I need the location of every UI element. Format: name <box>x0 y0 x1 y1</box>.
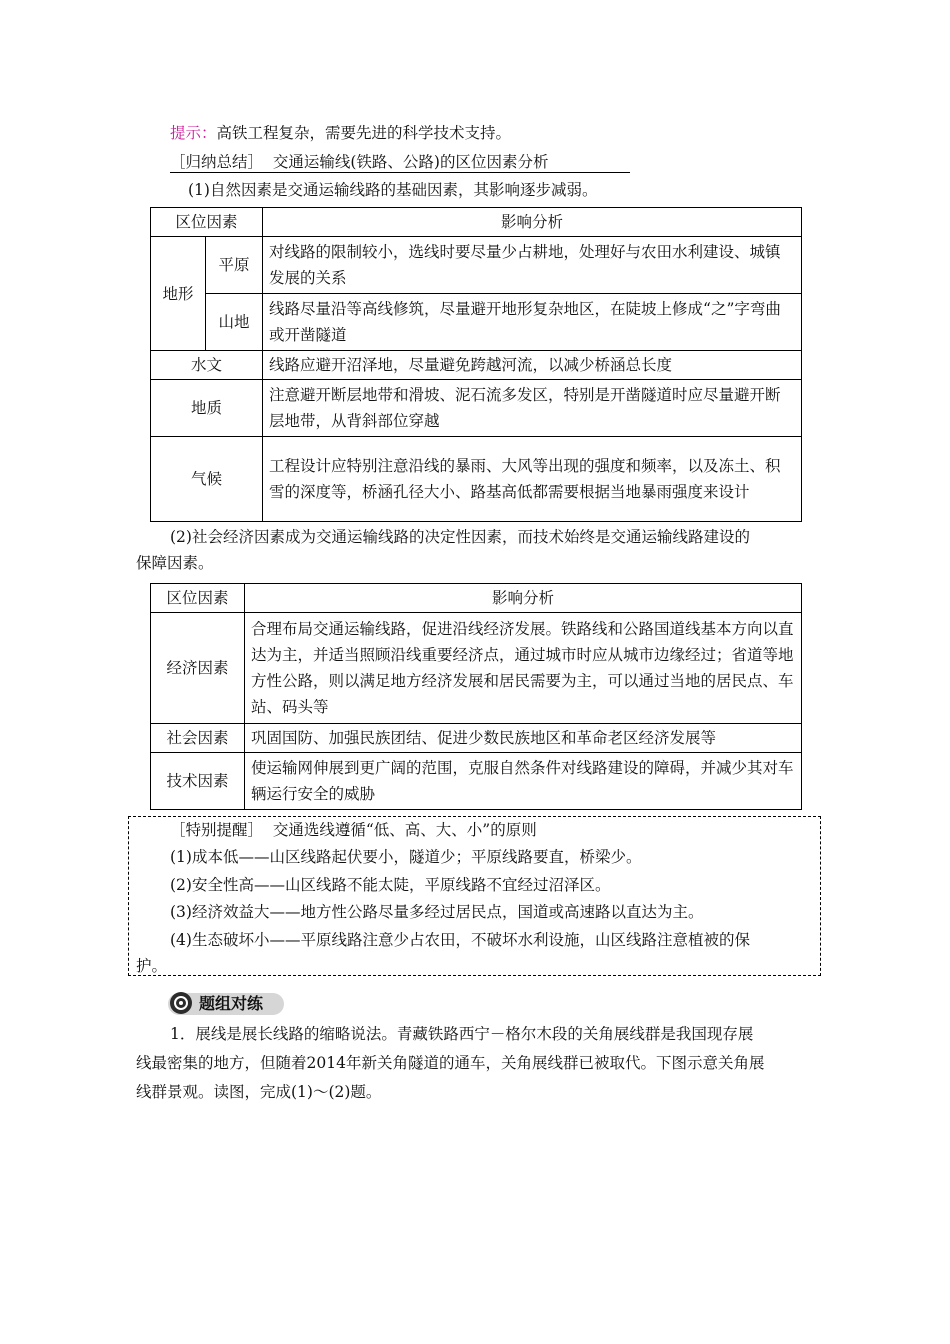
section-badge-label: 题组对练 <box>199 994 264 1013</box>
table-row <box>151 724 802 753</box>
subfactor-cell: 平原 <box>206 237 263 294</box>
factor-cell: 气候 <box>151 437 263 522</box>
table-header-row <box>151 208 802 237</box>
summary-underline <box>170 172 630 173</box>
social-factors-table <box>150 583 802 810</box>
analysis-cell: 使运输网伸展到更广阔的范围，克服自然条件对线路建设的障碍，并减少其对车辆运行安全的威胁 <box>245 753 802 810</box>
reminder-item: (4)生态破坏小——平原线路注意少占农田，不破坏水利设施，山区线路注意植被的保 <box>170 931 750 949</box>
factor-cell: 社会因素 <box>151 724 245 753</box>
natural-factors-table <box>150 207 802 522</box>
hint-line <box>170 124 511 143</box>
social-intro-line2: 保障因素。 <box>136 554 214 572</box>
natural-intro: (1)自然因素是交通运输线路的基础因素，其影响逐步减弱。 <box>188 181 598 199</box>
subfactor-cell: 山地 <box>206 294 263 351</box>
table-row <box>151 351 802 380</box>
analysis-cell: 对线路的限制较小，选线时要尽量少占耕地，处理好与农田水利建设、城镇发展的关系 <box>263 237 802 294</box>
question-line1: 1．展线是展长线路的缩略说法。青藏铁路西宁－格尔木段的关角展线群是我国现存展 <box>170 1025 754 1043</box>
table-row <box>151 380 802 437</box>
reminder-heading <box>170 821 537 840</box>
table-row <box>151 437 802 522</box>
analysis-cell: 合理布局交通运输线路，促进沿线经济发展。铁路线和公路国道线基本方向以直达为主，并适当照顾沿线重要经济点，通过城市时应从城市边缘经过；省道等地方性公路，则以满足地方经济发展和居民需要为主，可以通过当地的居民点、车站、码头等 <box>245 613 802 724</box>
analysis-cell: 注意避开断层地带和滑坡、泥石流多发区，特别是开凿隧道时应尽量避开断层地带，从背斜部位穿越 <box>263 380 802 437</box>
terrain-cell: 地形 <box>151 237 206 351</box>
analysis-cell: 巩固国防、加强民族团结、促进少数民族地区和革命老区经济发展等 <box>245 724 802 753</box>
summary-title: 交通运输线(铁路、公路)的区位因素分析 <box>272 153 549 171</box>
table-row <box>151 237 802 294</box>
question-line2: 线最密集的地方，但随着2014年新关角隧道的通车，关角展线群已被取代。下图示意关角展 <box>136 1054 765 1072</box>
reminder-tag: ［特别提醒］ <box>170 821 264 839</box>
reminder-item: (1)成本低——山区线路起伏要小，隧道少；平原线路要直，桥梁少。 <box>170 848 642 866</box>
table-row <box>151 294 802 351</box>
factor-cell: 经济因素 <box>151 613 245 724</box>
reminder-item: (2)安全性高——山区线路不能太陡，平原线路不宜经过沼泽区。 <box>170 876 611 894</box>
reminder-item: (3)经济效益大——地方性公路尽量多经过居民点，国道或高速路以直达为主。 <box>170 903 704 921</box>
factor-cell: 地质 <box>151 380 263 437</box>
table-row <box>151 613 802 724</box>
analysis-cell: 线路应避开沼泽地，尽量避免跨越河流，以减少桥涵总长度 <box>263 351 802 380</box>
reminder-title: 交通选线遵循“低、高、大、小”的原则 <box>272 821 537 839</box>
hint-label: 提示： <box>170 124 217 142</box>
header-analysis: 影响分析 <box>245 584 802 613</box>
header-analysis: 影响分析 <box>263 208 802 237</box>
special-reminder-box <box>128 816 821 976</box>
question-line3: 线群景观。读图，完成(1)～(2)题。 <box>136 1083 382 1101</box>
table-row <box>151 753 802 810</box>
header-factor: 区位因素 <box>151 208 263 237</box>
analysis-cell: 线路尽量沿等高线修筑，尽量避开地形复杂地区，在陡坡上修成“之”字弯曲或开凿隧道 <box>263 294 802 351</box>
analysis-cell: 工程设计应特别注意沿线的暴雨、大风等出现的强度和频率，以及冻土、积雪的深度等，桥涵孔径大小、路基高低都需要根据当地暴雨强度来设计 <box>263 437 802 522</box>
social-intro-line1: (2)社会经济因素成为交通运输线路的决定性因素，而技术始终是交通运输线路建设的 <box>170 528 750 546</box>
factor-cell: 水文 <box>151 351 263 380</box>
target-icon <box>170 992 192 1014</box>
summary-tag: ［归纳总结］ <box>170 153 264 171</box>
header-factor: 区位因素 <box>151 584 245 613</box>
summary-heading <box>170 153 548 172</box>
hint-text: 高铁工程复杂，需要先进的科学技术支持。 <box>216 124 512 142</box>
factor-cell: 技术因素 <box>151 753 245 810</box>
reminder-last-line: 护。 <box>136 957 168 975</box>
table-header-row <box>151 584 802 613</box>
